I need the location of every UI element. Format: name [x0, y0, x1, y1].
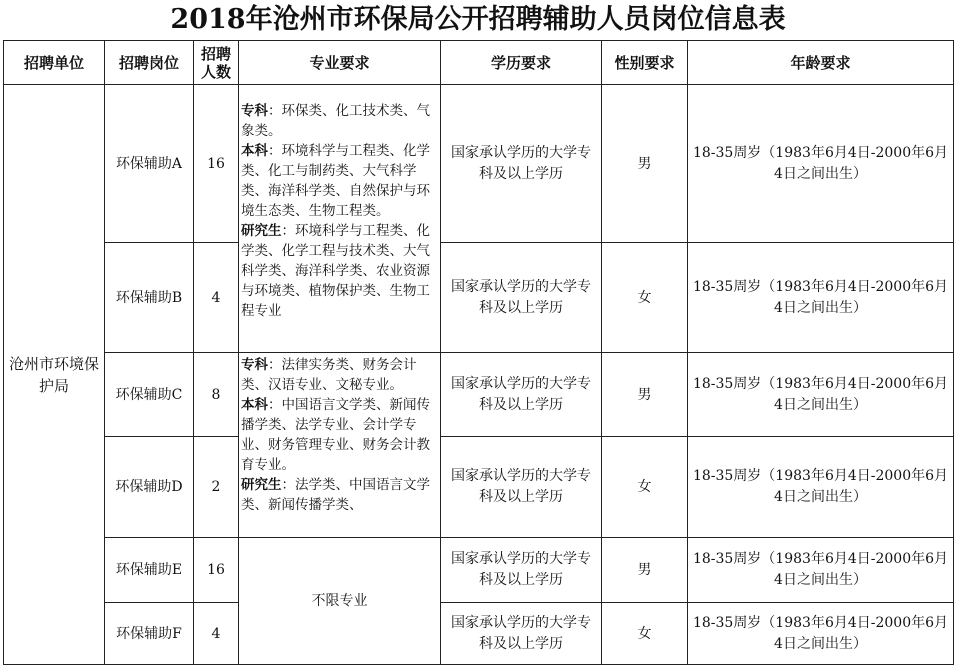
header-age: 年龄要求	[688, 41, 954, 85]
page-title: 2018年沧州市环保局公开招聘辅助人员岗位信息表	[170, 4, 786, 35]
position-cell: 环保辅助E	[105, 538, 194, 603]
header-count-label: 招聘人数	[200, 44, 231, 81]
major-bk-text: ：中国语言文学类、新闻传播学类、法学专业、会计学专业、财务管理专业、财务会计教育专业。	[241, 397, 430, 473]
age-cell: 18-35周岁（1983年6月4日-2000年6月4日之间出生）	[688, 243, 954, 353]
count-cell: 4	[194, 243, 239, 353]
major-bk-label: 本科	[241, 397, 268, 413]
table-row	[4, 85, 954, 243]
gender-cell: 男	[602, 353, 688, 437]
header-row	[4, 41, 954, 85]
unit-name: 沧州市环境保护局	[8, 354, 99, 395]
header-position: 招聘岗位	[105, 41, 194, 85]
header-education: 学历要求	[441, 41, 602, 85]
gender-cell: 女	[602, 437, 688, 538]
major-yjs	[241, 221, 440, 321]
gender-cell: 女	[602, 603, 688, 665]
count-cell: 16	[194, 85, 239, 243]
unit-cell	[4, 85, 105, 665]
major-yjs-text: ：环境科学与工程类、化学类、化学工程与技术类、大气科学类、海洋科学类、农业资源与环境类、植物保护类、生物工程专业	[241, 223, 430, 319]
major-zk-text: ：环保类、化工技术类、气象类。	[241, 103, 430, 139]
major-bk	[241, 141, 440, 221]
major-cell-group3: 不限专业	[239, 538, 441, 665]
header-major: 专业要求	[239, 41, 441, 85]
header-count	[194, 41, 239, 85]
education-cell: 国家承认学历的大学专科及以上学历	[441, 85, 602, 243]
major-bk-text: ：环境科学与工程类、化学类、化工与制药类、大气科学类、海洋科学类、自然保护与环境生态类、生物工程类。	[241, 143, 430, 219]
count-cell: 2	[194, 437, 239, 538]
education-cell: 国家承认学历的大学专科及以上学历	[441, 243, 602, 353]
major-yjs-label: 研究生	[241, 477, 282, 493]
age-cell: 18-35周岁（1983年6月4日-2000年6月4日之间出生）	[688, 353, 954, 437]
position-cell: 环保辅助B	[105, 243, 194, 353]
gender-cell: 男	[602, 85, 688, 243]
education-cell: 国家承认学历的大学专科及以上学历	[441, 538, 602, 603]
major-zk-text: ：法律实务类、财务会计类、汉语专业、文秘专业。	[241, 357, 417, 393]
count-cell: 8	[194, 353, 239, 437]
major-cell-group1	[239, 85, 441, 353]
major-bk	[241, 395, 440, 475]
age-cell: 18-35周岁（1983年6月4日-2000年6月4日之间出生）	[688, 603, 954, 665]
gender-cell: 女	[602, 243, 688, 353]
header-gender: 性别要求	[602, 41, 688, 85]
table-row	[4, 243, 954, 353]
major-yjs-text: ：法学类、中国语言文学类、新闻传播学类、	[241, 477, 430, 513]
gender-cell: 男	[602, 538, 688, 603]
position-cell: 环保辅助C	[105, 353, 194, 437]
positions-table	[3, 40, 954, 665]
table-row	[4, 538, 954, 603]
table-row	[4, 437, 954, 538]
major-yjs-label: 研究生	[241, 223, 282, 239]
education-cell: 国家承认学历的大学专科及以上学历	[441, 437, 602, 538]
age-cell: 18-35周岁（1983年6月4日-2000年6月4日之间出生）	[688, 85, 954, 243]
education-cell: 国家承认学历的大学专科及以上学历	[441, 353, 602, 437]
position-cell: 环保辅助A	[105, 85, 194, 243]
major-zk	[241, 355, 440, 395]
major-zk-label: 专科	[241, 357, 268, 373]
position-cell: 环保辅助F	[105, 603, 194, 665]
major-zk-label: 专科	[241, 103, 268, 119]
table-row	[4, 353, 954, 437]
major-cell-group2	[239, 353, 441, 538]
count-cell: 16	[194, 538, 239, 603]
age-cell: 18-35周岁（1983年6月4日-2000年6月4日之间出生）	[688, 538, 954, 603]
table-row	[4, 603, 954, 665]
major-bk-label: 本科	[241, 143, 268, 159]
position-cell: 环保辅助D	[105, 437, 194, 538]
count-cell: 4	[194, 603, 239, 665]
age-cell: 18-35周岁（1983年6月4日-2000年6月4日之间出生）	[688, 437, 954, 538]
education-cell: 国家承认学历的大学专科及以上学历	[441, 603, 602, 665]
major-yjs	[241, 475, 440, 515]
header-unit: 招聘单位	[4, 41, 105, 85]
major-zk	[241, 101, 440, 141]
